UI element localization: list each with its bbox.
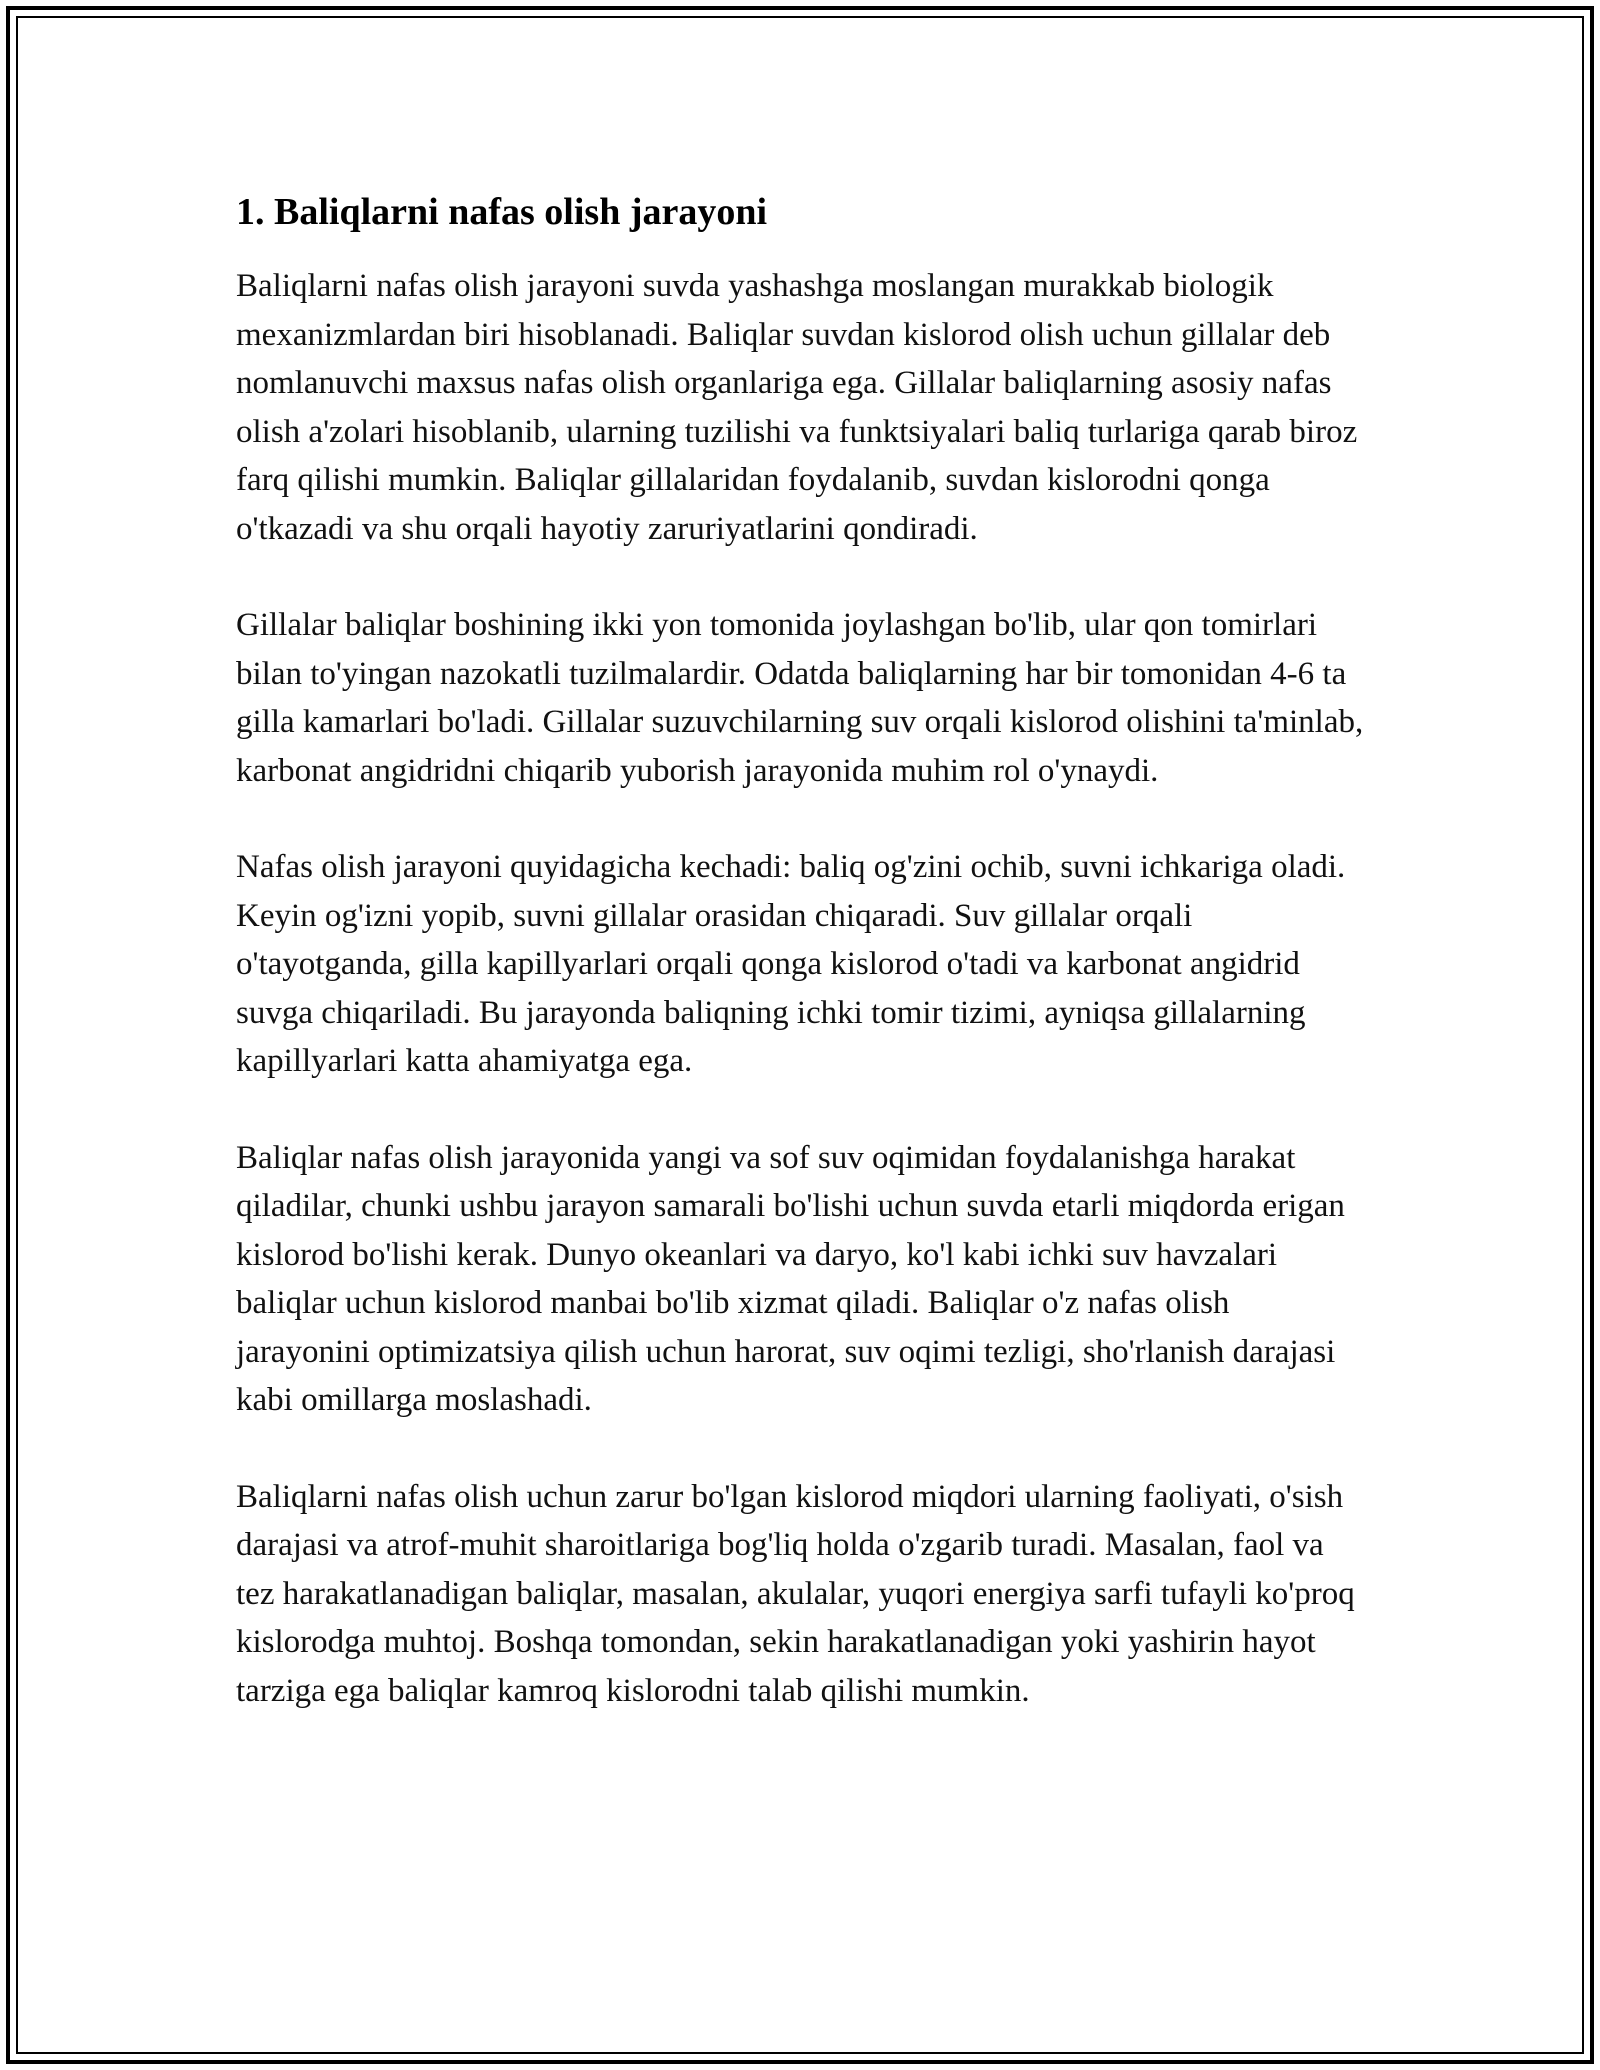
document-body (236, 186, 1366, 1763)
paragraph-1: Baliqlarni nafas olish jarayoni suvda yashashga moslangan murakkab biologik mexanizmlardan biri hisoblanadi. Baliqlar suvdan kislorod olish uchun gillalar deb nomlanuvchi maxsus nafas olish organlariga ega. Gillalar baliqlarning asosiy nafas olish a'zolari hisoblanib, ularning tuzilishi va funktsiyalari baliq turlariga qarab biroz farq qilishi mumkin. Baliqlar gillalaridan foydalanib, suvdan kislorodni qonga o'tkazadi va shu orqali hayotiy zaruriyatlarini qondiradi. (236, 268, 1358, 547)
paragraph-3: Nafas olish jarayoni quyidagicha kechadi: baliq og'zini ochib, suvni ichkariga oladi. Keyin og'izni yopib, suvni gillalar orasidan chiqaradi. Suv gillalar orqali o'tayotganda, gilla kapillyarlari orqali qonga kislorod o'tadi va karbonat angidrid suvga chiqariladi. Bu jarayonda baliqning ichki tomir tizimi, ayniqsa gillalarning kapillyarlari katta ahamiyatga ega. (236, 849, 1346, 1079)
section-heading: 1. Baliqlarni nafas olish jarayoni (236, 191, 768, 233)
paragraph-5: Baliqlarni nafas olish uchun zarur bo'lgan kislorod miqdori ularning faoliyati, o'sish darajasi va atrof-muhit sharoitlariga bog'liq holda o'zgarib turadi. Masalan, faol va tez harakatlanadigan baliqlar, masalan, akulalar, yuqori energiya sarfi tufayli ko'proq kislorodga muhtoj. Boshqa tomondan, sekin harakatlanadigan yoki yashirin hayot tarziga ega baliqlar kamroq kislorodni talab qilishi mumkin. (236, 1478, 1355, 1709)
paragraph-4: Baliqlar nafas olish jarayonida yangi va sof suv oqimidan foydalanishga harakat qiladilar, chunki ushbu jarayon samarali bo'lishi uchun suvda etarli miqdorda erigan kislorod bo'lishi kerak. Dunyo okeanlari va daryo, ko'l kabi ichki suv havzalari baliqlar uchun kislorod manbai bo'lib xizmat qiladi. Baliqlar o'z nafas olish jarayonini optimizatsiya qilish uchun harorat, suv oqimi tezligi, sho'rlanish darajasi kabi omillarga moslashadi. (236, 1139, 1345, 1418)
paragraph-2: Gillalar baliqlar boshining ikki yon tomonida joylashgan bo'lib, ular qon tomirlari bilan to'yingan nazokatli tuzilmalardir. Odatda baliqlarning har bir tomonidan 4-6 ta gilla kamarlari bo'ladi. Gillalar suzuvchilarning suv orqali kislorod olishini ta'minlab, karbonat angidridni chiqarib yuborish jarayonida muhim rol o'ynaydi. (236, 607, 1364, 789)
